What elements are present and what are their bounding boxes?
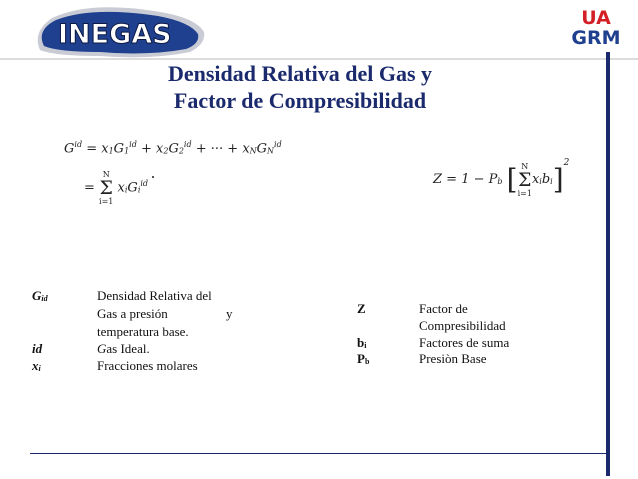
uagrm-logo-line1: UA	[581, 7, 611, 29]
legend-text-gid-2-extra: y	[226, 306, 233, 321]
legend-symbol-z: Z	[357, 301, 366, 316]
slide-title	[120, 60, 480, 114]
legend-text-xi: Fracciones molares	[97, 358, 198, 373]
slide-title-line1: Densidad Relativa del Gas y	[167, 61, 433, 86]
gid-sigma-equation: = N Σ i=1 $x_iG_i^{id}$	[84, 170, 149, 206]
legend-symbol-bi: $b_i$	[357, 335, 367, 350]
right-accent-bar	[606, 52, 610, 476]
slide-title-line2: Factor de Compresibilidad	[173, 88, 427, 113]
legend-symbol-id: id	[32, 341, 43, 356]
legend-text-gid-2: Gas a presión	[97, 306, 168, 321]
legend-symbol-gid: $G_{id}$	[32, 288, 48, 303]
uagrm-logo	[562, 4, 632, 48]
legend-text-z-2: Compresibilidad	[419, 318, 506, 333]
legend-text-bi: Factores de suma	[419, 335, 510, 350]
z-equation: $Z = 1 - P_b$ [ N Σ i=1 $x_ib_i]^2$	[433, 158, 570, 198]
legend-text-id: Gas Ideal.	[97, 341, 150, 356]
legend-symbol-xi: $x_i$	[32, 358, 41, 373]
footer-divider	[30, 453, 606, 454]
legend-text-gid-3: temperatura base.	[97, 324, 189, 339]
legend-text-pb: Presiòn Base	[419, 351, 487, 366]
legend-text-z-1: Factor de	[419, 301, 468, 316]
legend-symbol-pb: $P_b$	[357, 351, 370, 366]
legend-text-gid-1: Densidad Relativa del	[97, 288, 212, 303]
uagrm-logo-line2: GRM	[571, 27, 621, 48]
gid-sum-equation: $G^{id} = x_1G_1^{id} + x_2G_2^{id}$ + ··· + $x_NG_N^{id}$	[64, 140, 282, 157]
inegas-logo	[30, 6, 208, 58]
inegas-logo-text: INEGAS	[58, 19, 172, 50]
stray-dot	[152, 176, 154, 178]
